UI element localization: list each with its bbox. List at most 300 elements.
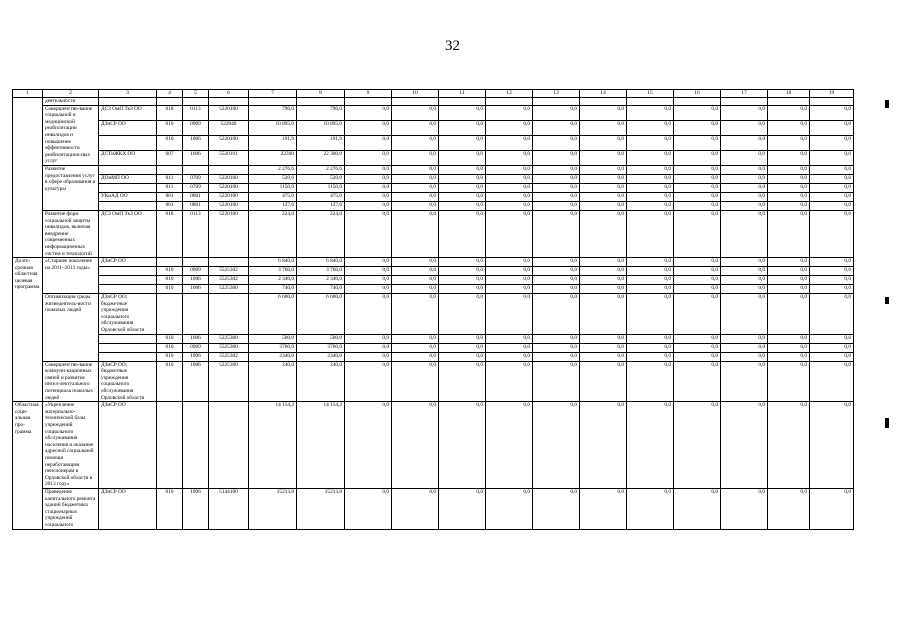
code-cell: 5220100: [209, 183, 249, 192]
zero-cell: 0,0: [674, 402, 721, 489]
zero-cell: 0,0: [721, 402, 768, 489]
zero-cell: 0,0: [392, 402, 439, 489]
zero-cell: 0,0: [392, 267, 439, 276]
zero-cell: 0,0: [721, 150, 768, 165]
zero-cell: 0,0: [721, 488, 768, 529]
executor-cell: ДЗиСР ОО; бюджетные учреждения социального обслуживания Орловской области: [99, 361, 157, 402]
zero-cell: 0,0: [674, 276, 721, 285]
zero-cell: 0,0: [674, 105, 721, 120]
code-cell: 007: [157, 150, 183, 165]
amount-cell: 10 895,0: [297, 120, 345, 135]
executor-cell: [99, 135, 157, 150]
zero-cell: 0,0: [486, 402, 533, 489]
executor-cell: ДЗиСР ОО: [99, 402, 157, 489]
zero-cell: 0,0: [768, 294, 810, 335]
header-row: [13, 90, 854, 98]
task-cell: деятельности: [43, 98, 99, 106]
header-cell: 17: [721, 90, 768, 98]
code-cell: 010: [157, 488, 183, 529]
zero-cell: 0,0: [392, 150, 439, 165]
zero-cell: 0,0: [674, 165, 721, 174]
task-cell: Развитие предоставления услуг в сфере образования и культуры: [43, 165, 99, 210]
zero-cell: 0,0: [533, 285, 580, 294]
zero-cell: 0,0: [810, 343, 854, 352]
zero-cell: 0,0: [345, 267, 392, 276]
executor-cell: ДЗиСР ОО: [99, 120, 157, 135]
zero-cell: 0,0: [439, 276, 486, 285]
code-cell: 0709: [183, 174, 209, 183]
amount-cell: 2340,0: [249, 352, 297, 361]
zero-cell: 0,0: [721, 192, 768, 201]
executor-cell: ДСТиЖКХ ОО: [99, 150, 157, 165]
scan-edge-mark: [885, 297, 889, 304]
amount-cell: 14 154,2: [249, 402, 297, 489]
code-cell: 1006: [183, 334, 209, 343]
zero-cell: 0,0: [439, 343, 486, 352]
zero-cell: 0,0: [580, 183, 627, 192]
zero-cell: 0,0: [533, 150, 580, 165]
zero-cell: 0,0: [486, 276, 533, 285]
executor-cell: ДСЗ ОмП ТкЗ ОО: [99, 105, 157, 120]
zero-cell: 0,0: [345, 361, 392, 402]
table-row: [13, 201, 854, 210]
task-cell: «Старшее поколение на 2011–2013 годы»: [43, 258, 99, 294]
code-cell: 5525302: [209, 276, 249, 285]
zero-cell: 0,0: [486, 201, 533, 210]
code-cell: [157, 165, 183, 174]
code-cell: [209, 165, 249, 174]
page-number: 32: [445, 38, 460, 54]
code-cell: 011: [157, 174, 183, 183]
amount-cell: 2 276,6: [249, 165, 297, 174]
amount-cell: 2 340,0: [297, 276, 345, 285]
zero-cell: 0,0: [580, 267, 627, 276]
amount-cell: 1150,0: [249, 183, 297, 192]
zero-cell: 0,0: [721, 352, 768, 361]
code-cell: 1006: [183, 488, 209, 529]
zero-cell: 0,0: [580, 105, 627, 120]
zero-cell: 0,0: [721, 294, 768, 335]
zero-cell: 0,0: [533, 402, 580, 489]
zero-cell: 0,0: [345, 201, 392, 210]
zero-cell: 0,0: [345, 192, 392, 201]
zero-cell: 0,0: [392, 105, 439, 120]
amount-cell: 796,0: [249, 105, 297, 120]
code-cell: 0909: [183, 267, 209, 276]
zero-cell: 0,0: [486, 150, 533, 165]
code-cell: 010: [157, 343, 183, 352]
zero-cell: 0,0: [533, 135, 580, 150]
code-cell: 0909: [183, 120, 209, 135]
zero-cell: 0,0: [674, 201, 721, 210]
zero-cell: 0,0: [810, 276, 854, 285]
zero-cell: 0,0: [486, 165, 533, 174]
zero-cell: 0,0: [580, 120, 627, 135]
zero-cell: 0,0: [674, 361, 721, 402]
zero-cell: 0,0: [345, 343, 392, 352]
zero-cell: 0,0: [810, 294, 854, 335]
amount-cell: 6 600,0: [249, 294, 297, 335]
code-cell: 0113: [183, 105, 209, 120]
executor-cell: ДЗиСР ОО: [99, 488, 157, 529]
amount-cell: 740,0: [249, 285, 297, 294]
zero-cell: 0,0: [580, 285, 627, 294]
zero-cell: 0,0: [768, 343, 810, 352]
zero-cell: 0,0: [627, 258, 674, 267]
zero-cell: 0,0: [439, 334, 486, 343]
zero-cell: 0,0: [627, 352, 674, 361]
zero-cell: 0,0: [721, 276, 768, 285]
zero-cell: 0,0: [439, 258, 486, 267]
zero-cell: [810, 98, 854, 106]
zero-cell: 0,0: [580, 343, 627, 352]
code-cell: 010: [157, 285, 183, 294]
zero-cell: 0,0: [392, 276, 439, 285]
zero-cell: 0,0: [345, 488, 392, 529]
zero-cell: 0,0: [810, 210, 854, 257]
amount-cell: 475,0: [249, 192, 297, 201]
code-cell: [157, 294, 183, 335]
zero-cell: 0,0: [627, 105, 674, 120]
zero-cell: 0,0: [810, 165, 854, 174]
table-row: [13, 150, 854, 165]
code-cell: 5520101: [209, 150, 249, 165]
zero-cell: 0,0: [439, 402, 486, 489]
amount-cell: 3760,0: [297, 343, 345, 352]
amount-cell: 15213,8: [249, 488, 297, 529]
zero-cell: [580, 98, 627, 106]
code-cell: [209, 402, 249, 489]
table-row: [13, 294, 854, 335]
task-cell: Оптимизация среды жизнедеятель-ности пожилых людей: [43, 294, 99, 362]
zero-cell: 0,0: [439, 105, 486, 120]
code-cell: 1006: [183, 285, 209, 294]
header-cell: 16: [674, 90, 721, 98]
executor-cell: ДОиМП ОО: [99, 174, 157, 183]
table-row: [13, 334, 854, 343]
zero-cell: 0,0: [486, 267, 533, 276]
amount-cell: 3760,0: [249, 343, 297, 352]
code-cell: 522040: [209, 120, 249, 135]
zero-cell: 0,0: [392, 201, 439, 210]
zero-cell: 0,0: [486, 285, 533, 294]
zero-cell: 0,0: [768, 192, 810, 201]
zero-cell: 0,0: [392, 334, 439, 343]
zero-cell: 0,0: [580, 294, 627, 335]
csr-cell: [209, 98, 249, 106]
zero-cell: 0,0: [392, 183, 439, 192]
zero-cell: 0,0: [345, 352, 392, 361]
zero-cell: 0,0: [627, 201, 674, 210]
amount-cell: 240,0: [297, 361, 345, 402]
zero-cell: 0,0: [810, 105, 854, 120]
zero-cell: 0,0: [533, 105, 580, 120]
zero-cell: 0,0: [627, 334, 674, 343]
zero-cell: 0,0: [392, 361, 439, 402]
amount-cell: 22300: [249, 150, 297, 165]
zero-cell: 0,0: [533, 352, 580, 361]
executor-cell: ДСЗ ОмП ТкЗ ОО: [99, 210, 157, 257]
header-cell: 13: [533, 90, 580, 98]
executor-cell: [99, 201, 157, 210]
zero-cell: 0,0: [768, 267, 810, 276]
code-cell: 010: [157, 276, 183, 285]
amount-cell: 500,0: [249, 334, 297, 343]
zero-cell: 0,0: [810, 183, 854, 192]
code-cell: [157, 258, 183, 267]
zero-cell: 0,0: [674, 174, 721, 183]
zero-cell: 0,0: [580, 276, 627, 285]
zero-cell: 0,0: [768, 488, 810, 529]
program-cell: Долго-срочная областная целевая программа: [13, 258, 43, 402]
task-cell: Развитие форм социальной защиты инвалидов, включая внедрение современных информационных систем и технологий: [43, 210, 99, 257]
zero-cell: 0,0: [721, 285, 768, 294]
header-cell: 14: [580, 90, 627, 98]
zero-cell: 0,0: [486, 183, 533, 192]
code-cell: 5220100: [209, 135, 249, 150]
table-row: [13, 135, 854, 150]
amount-cell: 2 276,6: [297, 165, 345, 174]
zero-cell: 0,0: [721, 361, 768, 402]
zero-cell: 0,0: [627, 267, 674, 276]
code-cell: [209, 294, 249, 335]
code-cell: 5220100: [209, 201, 249, 210]
amount-cell: 224,0: [297, 210, 345, 257]
code-cell: 010: [157, 334, 183, 343]
zero-cell: 0,0: [486, 105, 533, 120]
code-cell: 010: [157, 135, 183, 150]
zero-cell: 0,0: [580, 361, 627, 402]
zero-cell: 0,0: [768, 183, 810, 192]
zero-cell: 0,0: [721, 210, 768, 257]
zero-cell: 0,0: [674, 352, 721, 361]
zero-cell: 0,0: [674, 183, 721, 192]
zero-cell: 0,0: [627, 285, 674, 294]
table-row: [13, 174, 854, 183]
zero-cell: 0,0: [439, 488, 486, 529]
zero-cell: 0,0: [345, 285, 392, 294]
table-row: [13, 258, 854, 267]
zero-cell: 0,0: [533, 267, 580, 276]
budget-table: [12, 89, 854, 530]
zero-cell: 0,0: [392, 352, 439, 361]
zero-cell: 0,0: [580, 402, 627, 489]
zero-cell: 0,0: [768, 135, 810, 150]
zero-cell: 0,0: [721, 135, 768, 150]
zero-cell: 0,0: [392, 343, 439, 352]
zero-cell: 0,0: [810, 267, 854, 276]
zero-cell: 0,0: [627, 150, 674, 165]
header-cell: 15: [627, 90, 674, 98]
code-cell: 5225300: [209, 361, 249, 402]
zero-cell: [768, 98, 810, 106]
code-cell: 0801: [183, 201, 209, 210]
zero-cell: 0,0: [345, 210, 392, 257]
code-cell: 010: [157, 352, 183, 361]
zero-cell: 0,0: [580, 488, 627, 529]
zero-cell: 0,0: [439, 294, 486, 335]
header-cell: 1: [13, 90, 43, 98]
zero-cell: 0,0: [439, 183, 486, 192]
code-cell: 0909: [183, 343, 209, 352]
zero-cell: 0,0: [810, 120, 854, 135]
zero-cell: 0,0: [580, 210, 627, 257]
code-cell: 1006: [183, 135, 209, 150]
executor-cell: [99, 343, 157, 352]
zero-cell: 0,0: [533, 201, 580, 210]
program-cell: [13, 98, 43, 258]
rz-cell: [183, 98, 209, 106]
amount-cell: 2 340,0: [249, 276, 297, 285]
table-row: [13, 165, 854, 174]
executor-cell: [99, 352, 157, 361]
zero-cell: 0,0: [486, 135, 533, 150]
zero-cell: 0,0: [768, 210, 810, 257]
a-cell: [249, 98, 297, 106]
executor-cell: [99, 267, 157, 276]
code-cell: 018: [157, 105, 183, 120]
header-cell: 18: [768, 90, 810, 98]
task-cell: «Укрепление материально-технической базы учреждений социального обслуживания населения и оказание адресной социальной помощи неработающим пенсионерам в Орловской области в 2013 году»: [43, 402, 99, 489]
table-row: [13, 210, 854, 257]
zero-cell: 0,0: [486, 258, 533, 267]
zero-cell: 0,0: [392, 135, 439, 150]
b-cell: [297, 98, 345, 106]
header-cell: 11: [439, 90, 486, 98]
zero-cell: 0,0: [721, 105, 768, 120]
zero-cell: 0,0: [345, 120, 392, 135]
zero-cell: 0,0: [486, 352, 533, 361]
zero-cell: 0,0: [580, 165, 627, 174]
executor-cell: [99, 285, 157, 294]
amount-cell: 520,0: [297, 174, 345, 183]
zero-cell: 0,0: [674, 285, 721, 294]
amount-cell: 224,0: [249, 210, 297, 257]
table-row: [13, 267, 854, 276]
zero-cell: 0,0: [345, 402, 392, 489]
amount-cell: 6 840,0: [297, 258, 345, 267]
zero-cell: 0,0: [533, 294, 580, 335]
zero-cell: 0,0: [345, 135, 392, 150]
code-cell: [183, 258, 209, 267]
code-cell: 5220100: [209, 174, 249, 183]
zero-cell: 0,0: [768, 258, 810, 267]
zero-cell: 0,0: [810, 201, 854, 210]
zero-cell: 0,0: [627, 192, 674, 201]
zero-cell: 0,0: [768, 402, 810, 489]
zero-cell: 0,0: [721, 258, 768, 267]
zero-cell: 0,0: [533, 334, 580, 343]
code-cell: 010: [157, 361, 183, 402]
zero-cell: 0,0: [721, 334, 768, 343]
zero-cell: 0,0: [810, 352, 854, 361]
header-cell: 19: [810, 90, 854, 98]
zero-cell: [721, 98, 768, 106]
zero-cell: 0,0: [392, 174, 439, 183]
code-cell: 5220100: [209, 105, 249, 120]
amount-cell: 520,6: [249, 174, 297, 183]
zero-cell: [674, 98, 721, 106]
code-cell: 5220100: [209, 192, 249, 201]
header-cell: 4: [157, 90, 183, 98]
zero-cell: 0,0: [627, 361, 674, 402]
executor-cell: [99, 165, 157, 174]
zero-cell: 0,0: [768, 276, 810, 285]
amount-cell: 240,0: [249, 361, 297, 402]
header-cell: 10: [392, 90, 439, 98]
code-cell: 011: [157, 183, 183, 192]
zero-cell: 0,0: [345, 165, 392, 174]
header-cell: 8: [297, 90, 345, 98]
amount-cell: 475,0: [297, 192, 345, 201]
zero-cell: 0,0: [627, 183, 674, 192]
table-row: [13, 402, 854, 489]
code-cell: [183, 165, 209, 174]
executor-cell: [99, 183, 157, 192]
code-cell: 801: [157, 201, 183, 210]
zero-cell: 0,0: [439, 150, 486, 165]
zero-cell: 0,0: [580, 192, 627, 201]
code-cell: 010: [157, 267, 183, 276]
header-cell: 9: [345, 90, 392, 98]
code-cell: [183, 294, 209, 335]
zero-cell: 0,0: [674, 210, 721, 257]
zero-cell: 0,0: [345, 276, 392, 285]
executor-cell: [99, 276, 157, 285]
zero-cell: 0,0: [768, 334, 810, 343]
zero-cell: 0,0: [721, 267, 768, 276]
zero-cell: [392, 98, 439, 106]
amount-cell: 740,0: [297, 285, 345, 294]
zero-cell: 0,0: [439, 135, 486, 150]
zero-cell: 0,0: [345, 183, 392, 192]
zero-cell: [533, 98, 580, 106]
zero-cell: 0,0: [627, 174, 674, 183]
zero-cell: 0,0: [627, 276, 674, 285]
zero-cell: 0,0: [486, 174, 533, 183]
amount-cell: 3 760,0: [297, 267, 345, 276]
zero-cell: 0,0: [486, 294, 533, 335]
code-cell: 5225300: [209, 285, 249, 294]
code-cell: 1006: [183, 361, 209, 402]
amount-cell: 3 760,0: [249, 267, 297, 276]
zero-cell: 0,0: [392, 294, 439, 335]
zero-cell: 0,0: [533, 488, 580, 529]
table-row: [13, 98, 854, 106]
amount-cell: 6 840,0: [249, 258, 297, 267]
code-cell: 1006: [183, 352, 209, 361]
scan-edge-mark: [885, 100, 889, 108]
zero-cell: 0,0: [810, 174, 854, 183]
zero-cell: 0,0: [486, 343, 533, 352]
zero-cell: 0,0: [439, 165, 486, 174]
scan-edge-mark: [885, 418, 889, 428]
amount-cell: 6 600,0: [297, 294, 345, 335]
zero-cell: 0,0: [810, 192, 854, 201]
table-row: [13, 361, 854, 402]
zero-cell: 0,0: [674, 294, 721, 335]
exec-cell: [99, 98, 157, 106]
zero-cell: 0,0: [768, 150, 810, 165]
zero-cell: 0,0: [486, 488, 533, 529]
zero-cell: 0,0: [533, 343, 580, 352]
fz-cell: [157, 98, 183, 106]
zero-cell: 0,0: [674, 150, 721, 165]
amount-cell: 14 154,2: [297, 402, 345, 489]
executor-cell: ДЗиСР ОО: [99, 258, 157, 267]
zero-cell: 0,0: [627, 210, 674, 257]
amount-cell: 1150,0: [297, 183, 345, 192]
